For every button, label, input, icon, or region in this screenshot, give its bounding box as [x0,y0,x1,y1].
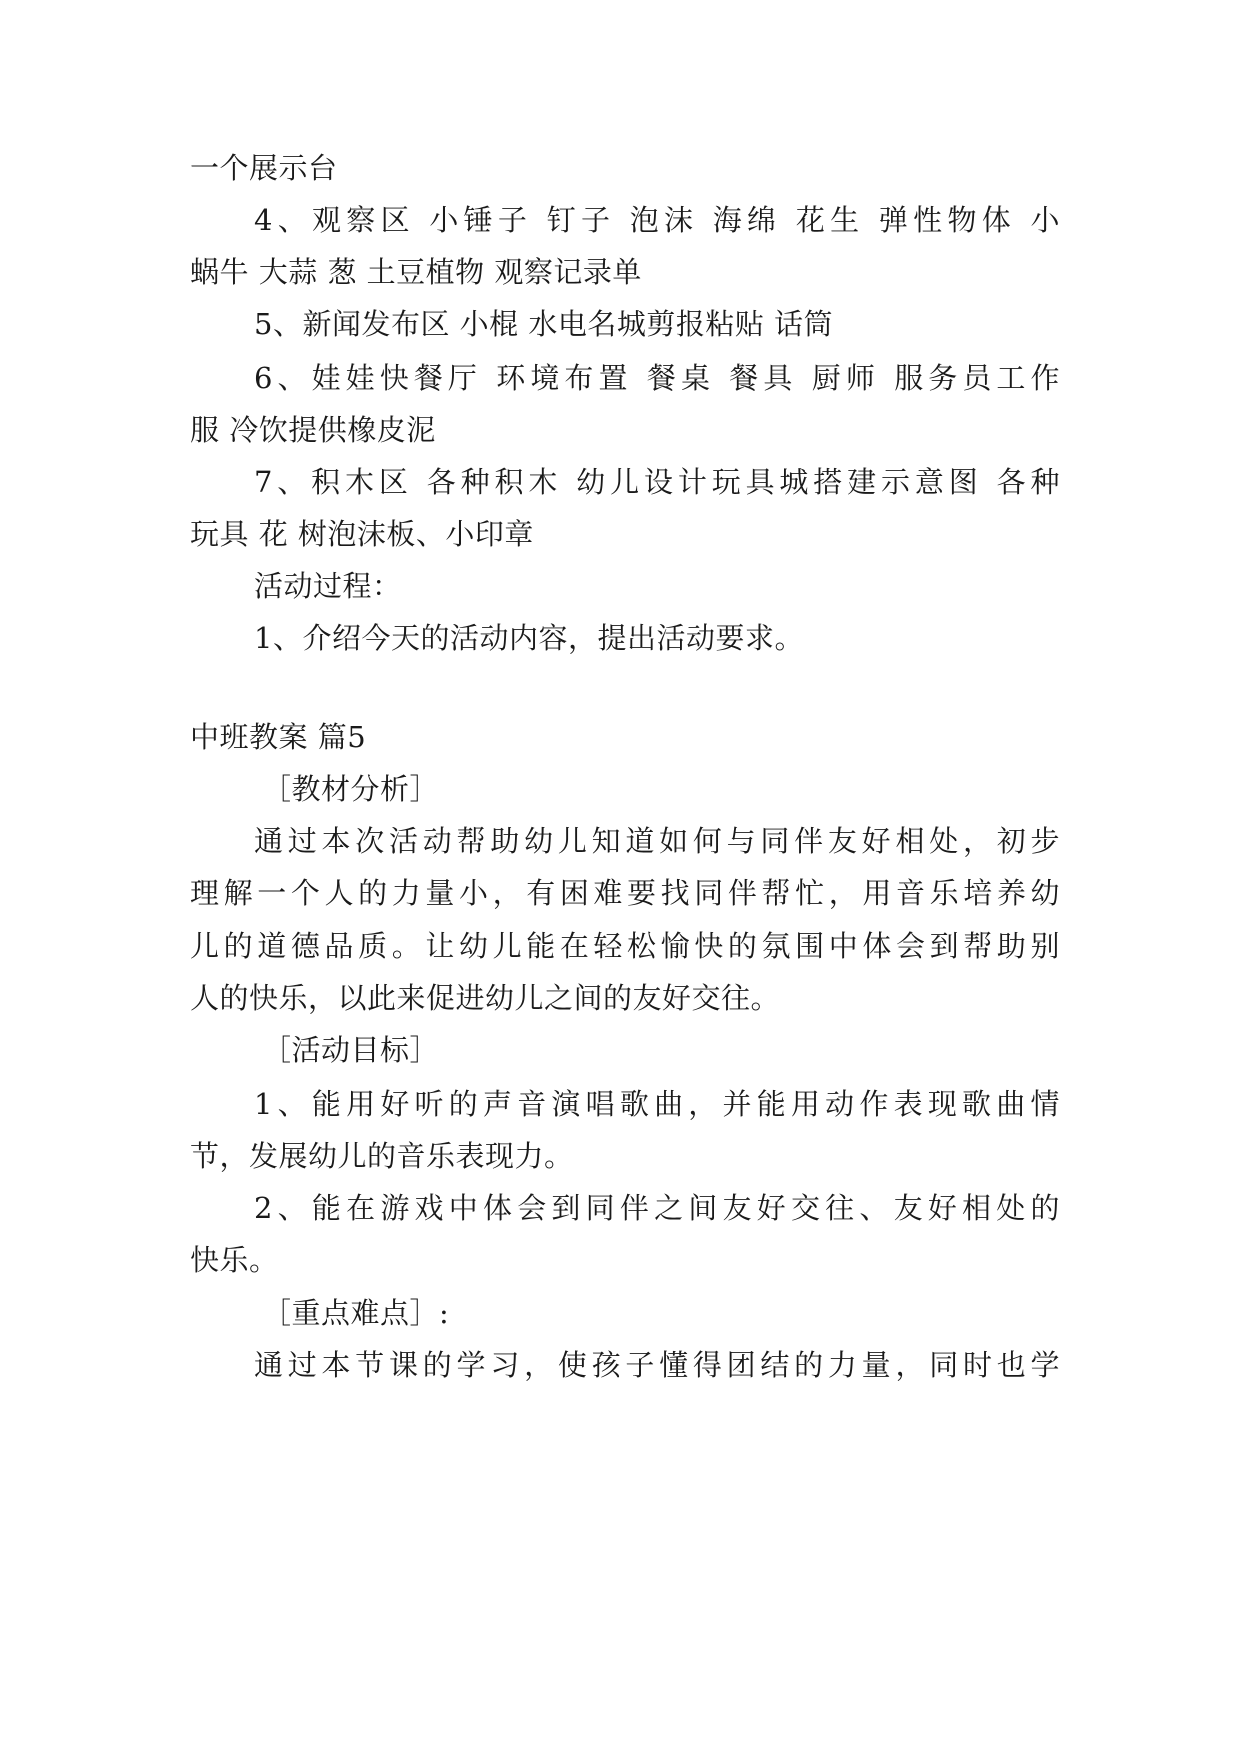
text-line: 6、娃娃快餐厅 环境布置 餐桌 餐具 厨师 服务员工作 [254,361,1060,395]
text-line: 通过本节课的学习，使孩子懂得团结的力量，同时也学 [254,1348,1060,1382]
text-line: 一个展示台 [190,151,338,185]
section-heading: 中班教案 篇5 [190,720,367,754]
text-line: 节，发展幼儿的音乐表现力。 [190,1139,574,1173]
text-line: 5、新闻发布区 小棍 水电名城剪报粘贴 话筒 [254,307,834,341]
text-line: 4、观察区 小锤子 钉子 泡沫 海绵 花生 弹性物体 小 [254,203,1060,237]
text-line: 快乐。 [190,1243,279,1277]
text-line: 通过本次活动帮助幼儿知道如何与同伴友好相处，初步 [254,824,1060,858]
subheading: ［重点难点］: [262,1296,450,1330]
text-line: 玩具 花 树泡沫板、小印章 [190,517,534,551]
text-line: 1、介绍今天的活动内容，提出活动要求。 [254,621,804,655]
text-line: 1、能用好听的声音演唱歌曲，并能用动作表现歌曲情 [254,1087,1060,1121]
text-line: 服 冷饮提供橡皮泥 [190,413,436,447]
text-line: 理解一个人的力量小，有困难要找同伴帮忙，用音乐培养幼 [190,876,1060,910]
text-line: 2、能在游戏中体会到同伴之间友好交往、友好相处的 [254,1191,1060,1225]
subheading: ［教材分析］ [262,772,440,806]
subheading: ［活动目标］ [262,1033,440,1067]
text-line: 活动过程： [254,569,402,603]
text-line: 蜗牛 大蒜 葱 土豆植物 观察记录单 [190,255,642,289]
text-line: 人的快乐，以此来促进幼儿之间的友好交往。 [190,981,781,1015]
text-line: 儿的道德品质。让幼儿能在轻松愉快的氛围中体会到帮助别 [190,929,1060,963]
text-line: 7、积木区 各种积木 幼儿设计玩具城搭建示意图 各种 [254,465,1060,499]
